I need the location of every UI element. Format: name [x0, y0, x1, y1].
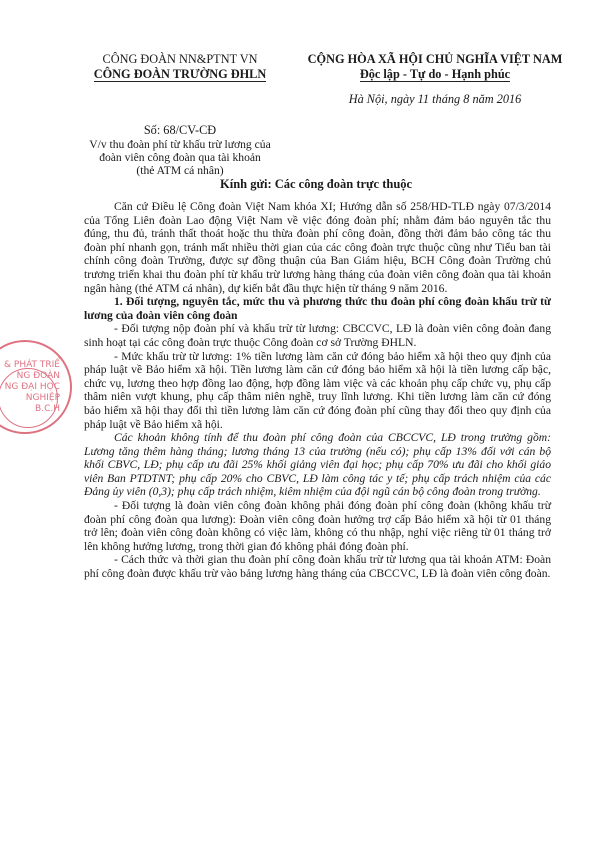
country-name: CỘNG HÒA XÃ HỘI CHỦ NGHĨA VIỆT NAM — [307, 52, 563, 66]
national-motto-block — [300, 52, 570, 82]
stamp-text: & PHÁT TRIỂ — [4, 360, 60, 370]
document-number: Số: 68/CV-CĐ — [143, 123, 217, 137]
body-paragraph: - Đối tượng nộp đoàn phí và khấu trừ từ lương: CBCCVC, LĐ là đoàn viên công đoàn đang sinh hoạt tại các công đoàn trực thuộc Công đoàn cơ sở Trường ĐHLN. — [84, 322, 551, 349]
stamp-text: B.C.H — [35, 404, 60, 414]
section-heading: 1. Đối tượng, nguyên tắc, mức thu và phương thức thu đoàn phí công đoàn khấu trừ từ lương của đoàn viên công đoàn — [84, 295, 551, 322]
stamp-text: NGHIỆP — [25, 393, 60, 403]
subject-line: V/v thu đoàn phí từ khấu trừ lương của — [89, 138, 271, 151]
body-paragraph: - Cách thức và thời gian thu đoàn phí công đoàn khấu trừ từ lương qua tài khoản ATM: Đoàn phí công đoàn được khấu trừ vào bảng lương hàng tháng của CBCCVC, LĐ là đoàn viên công đoàn. — [84, 553, 551, 581]
union-stamp — [0, 340, 72, 434]
document-body — [84, 200, 551, 581]
body-paragraph: - Mức khấu trừ từ lương: 1% tiền lương làm căn cứ đóng bảo hiểm xã hội theo quy định của pháp luật về Bảo hiểm xã hội. Tiền lương làm căn cứ đóng bảo hiểm xã hội là tiền lương cấp bậc, chức vụ, lương theo hợp đồng lao động, hợp đồng làm việc và các khoản phụ cấp chức vụ, phụ cấp thâm niên vượt khung, phụ cấp thâm niên nghề, truy lĩnh lương. Khi tiền lương làm căn cứ đóng bảo hiểm xã hội thay đổi thì tiền lương làm căn cứ đóng đoàn phí cũng thay đổi theo quy định của pháp luật về Bảo hiểm xã hội. — [84, 349, 551, 431]
subject-line: đoàn viên công đoàn qua tài khoản — [99, 151, 261, 164]
body-paragraph-italic: Các khoản không tính để thu đoàn phí công đoàn của CBCCVC, LĐ trong trường gồm: Lương tăng thêm hàng tháng; lương tháng 13 của trường (nếu có); phụ cấp 13% đối với cán bộ khối CBVC, LĐ; phụ cấp ưu đãi 25% khối giảng viên đại học; phụ cấp 70% ưu đãi cho khối giáo viên Ban PTDTNT; phụ cấp 20% cho CBVC, LĐ làm công tác y tế; phụ cấp trách nhiệm của các Đảng ủy viên (0,3); phụ cấp trách nhiệm, kiêm nhiệm của đội ngũ cán bộ công đoàn trong trường. — [84, 431, 551, 499]
stamp-text: NG ĐOÀN — [16, 371, 60, 381]
document-subject — [80, 138, 280, 177]
national-motto: Độc lập - Tự do - Hạnh phúc — [359, 67, 511, 81]
body-paragraph: - Đối tượng là đoàn viên công đoàn không phải đóng đoàn phí công đoàn (không khấu trừ đoàn phí công đoàn qua lương): Đoàn viên công đoàn hưởng trợ cấp Bảo hiểm xã hội từ 01 tháng trở lên; đoàn viên công đoàn không có việc làm, không có thu nhập, nghỉ việc riêng từ 01 tháng trở lên không hưởng lương, trong thời gian đó không phải đóng đoàn phí. — [84, 499, 551, 553]
parent-union-name: CÔNG ĐOÀN NN&PTNT VN — [102, 52, 258, 66]
stamp-text: NG ĐẠI HỌC — [4, 382, 60, 392]
body-paragraph: Căn cứ Điều lệ Công đoàn Việt Nam khóa XI; Hướng dẫn số 258/HD-TLĐ ngày 07/3/2014 của Tổng Liên đoàn Lao động Việt Nam về việc đóng đoàn phí; nhằm đảm bảo nguyên tắc thu đúng, thu đủ, tránh thất thoát hoặc thu thừa đoàn phí công đoàn, đồng thời đảm bảo công tác thu đoàn phí nhanh gọn, tránh mất nhiều thời gian của các công đoàn trực thuộc cũng như Tiểu ban tài chính công đoàn Trường, được sự đồng thuận của Ban Giám hiệu, BCH Công đoàn Trường chủ trương triển khai thu đoàn phí từ khấu trừ lương hàng tháng của đoàn viên công đoàn qua tài khoản ngân hàng (thẻ ATM cá nhân), dự kiến bắt đầu thực hiện từ tháng 9 năm 2016. — [84, 200, 551, 295]
issuer-block — [80, 52, 280, 82]
stamp-inner-ring — [0, 368, 58, 428]
document-date: Hà Nội, ngày 11 tháng 8 năm 2016 — [348, 92, 522, 106]
subject-line: (thẻ ATM cá nhân) — [136, 164, 224, 177]
issuing-union-name: CÔNG ĐOÀN TRƯỜNG ĐHLN — [93, 67, 267, 81]
recipient-line: Kính gửi: Các công đoàn trực thuộc — [220, 177, 413, 191]
